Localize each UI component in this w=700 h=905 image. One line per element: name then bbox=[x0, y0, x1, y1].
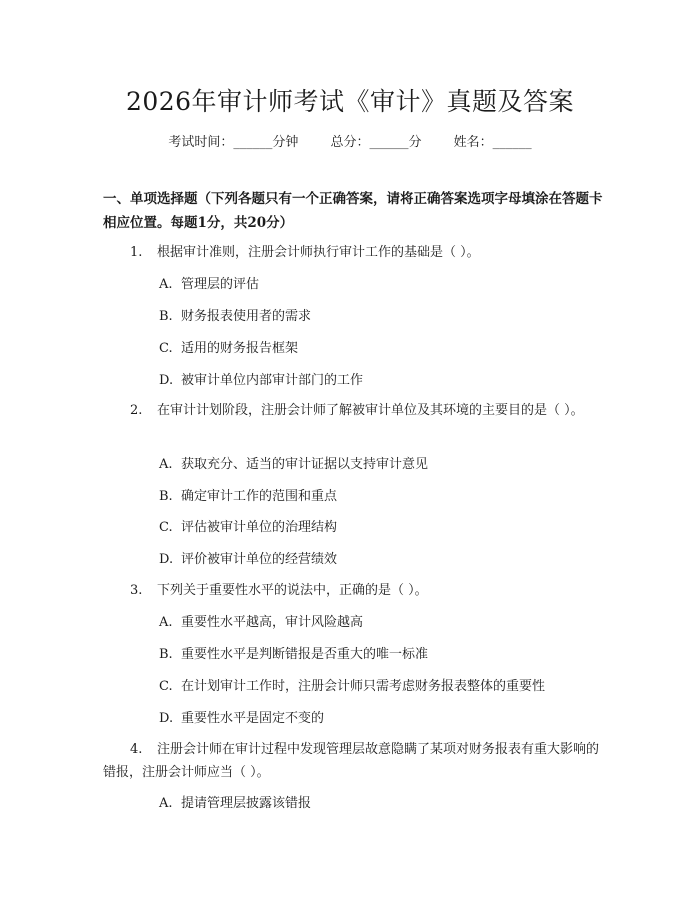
option-item bbox=[159, 794, 311, 814]
option-item bbox=[159, 645, 428, 665]
option-item bbox=[159, 709, 324, 729]
option-letter: B. bbox=[159, 489, 173, 504]
option-item bbox=[159, 371, 363, 391]
section-heading: 一、单项选择题（下列各题只有一个正确答案，请将正确答案选项字母填涂在答题卡相应位置。每题1分，共20分） bbox=[103, 191, 603, 231]
page-title: 2026年审计师考试《审计》真题及答案 bbox=[125, 87, 575, 116]
option-item bbox=[159, 275, 259, 295]
option-item bbox=[159, 487, 337, 507]
option-item bbox=[159, 455, 428, 475]
option-text: 财务报表使用者的需求 bbox=[181, 309, 312, 324]
option-letter: D. bbox=[159, 711, 174, 726]
option-text: 适用的财务报告框架 bbox=[181, 341, 299, 356]
option-text: 管理层的评估 bbox=[181, 277, 260, 292]
question-text: 下列关于重要性水平的说法中，正确的是（ ）。 bbox=[157, 583, 428, 598]
option-letter: D. bbox=[159, 373, 174, 388]
option-text: 评价被审计单位的经营绩效 bbox=[181, 552, 338, 567]
question-number: 4. bbox=[130, 742, 143, 757]
question-stem bbox=[103, 579, 603, 602]
question-stem bbox=[103, 241, 603, 264]
option-letter: A. bbox=[159, 615, 173, 630]
option-text: 在计划审计工作时，注册会计师只需考虑财务报表整体的重要性 bbox=[181, 679, 546, 694]
option-text: 重要性水平是固定不变的 bbox=[181, 711, 325, 726]
option-text: 确定审计工作的范围和重点 bbox=[181, 489, 338, 504]
option-text: 提请管理层披露该错报 bbox=[181, 796, 312, 811]
question-number: 3. bbox=[130, 583, 143, 598]
exam-name: 姓名：______ bbox=[453, 135, 532, 150]
option-letter: A. bbox=[159, 796, 173, 811]
option-text: 重要性水平越高，审计风险越高 bbox=[181, 615, 364, 630]
option-item bbox=[159, 677, 545, 697]
exam-time: 考试时间：______分钟 bbox=[168, 135, 299, 150]
question-text: 在审计计划阶段，注册会计师了解被审计单位及其环境的主要目的是（ ）。 bbox=[157, 403, 584, 418]
option-letter: C. bbox=[159, 679, 173, 694]
option-text: 重要性水平是判断错报是否重大的唯一标准 bbox=[181, 647, 429, 662]
option-text: 被审计单位内部审计部门的工作 bbox=[181, 373, 364, 388]
question-text: 注册会计师在审计过程中发现管理层故意隐瞒了某项对财务报表有重大影响的错报，注册会计师应当（ ）。 bbox=[103, 742, 600, 780]
option-letter: B. bbox=[159, 647, 173, 662]
option-item bbox=[159, 613, 363, 633]
question-stem bbox=[103, 738, 603, 784]
option-letter: C. bbox=[159, 520, 173, 535]
exam-score: 总分：______分 bbox=[330, 135, 422, 150]
question-stem bbox=[103, 399, 603, 422]
option-letter: C. bbox=[159, 341, 173, 356]
option-letter: A. bbox=[159, 457, 173, 472]
option-item bbox=[159, 518, 337, 538]
question-text: 根据审计准则，注册会计师执行审计工作的基础是（ ）。 bbox=[157, 245, 480, 260]
option-text: 评估被审计单位的治理结构 bbox=[181, 520, 338, 535]
question-number: 1. bbox=[130, 245, 143, 260]
option-text: 获取充分、适当的审计证据以支持审计意见 bbox=[181, 457, 429, 472]
option-letter: B. bbox=[159, 309, 173, 324]
option-item bbox=[159, 307, 311, 327]
exam-meta bbox=[0, 131, 700, 150]
option-letter: A. bbox=[159, 277, 173, 292]
question-number: 2. bbox=[130, 403, 143, 418]
option-item bbox=[159, 550, 337, 570]
option-item bbox=[159, 339, 298, 359]
option-letter: D. bbox=[159, 552, 174, 567]
